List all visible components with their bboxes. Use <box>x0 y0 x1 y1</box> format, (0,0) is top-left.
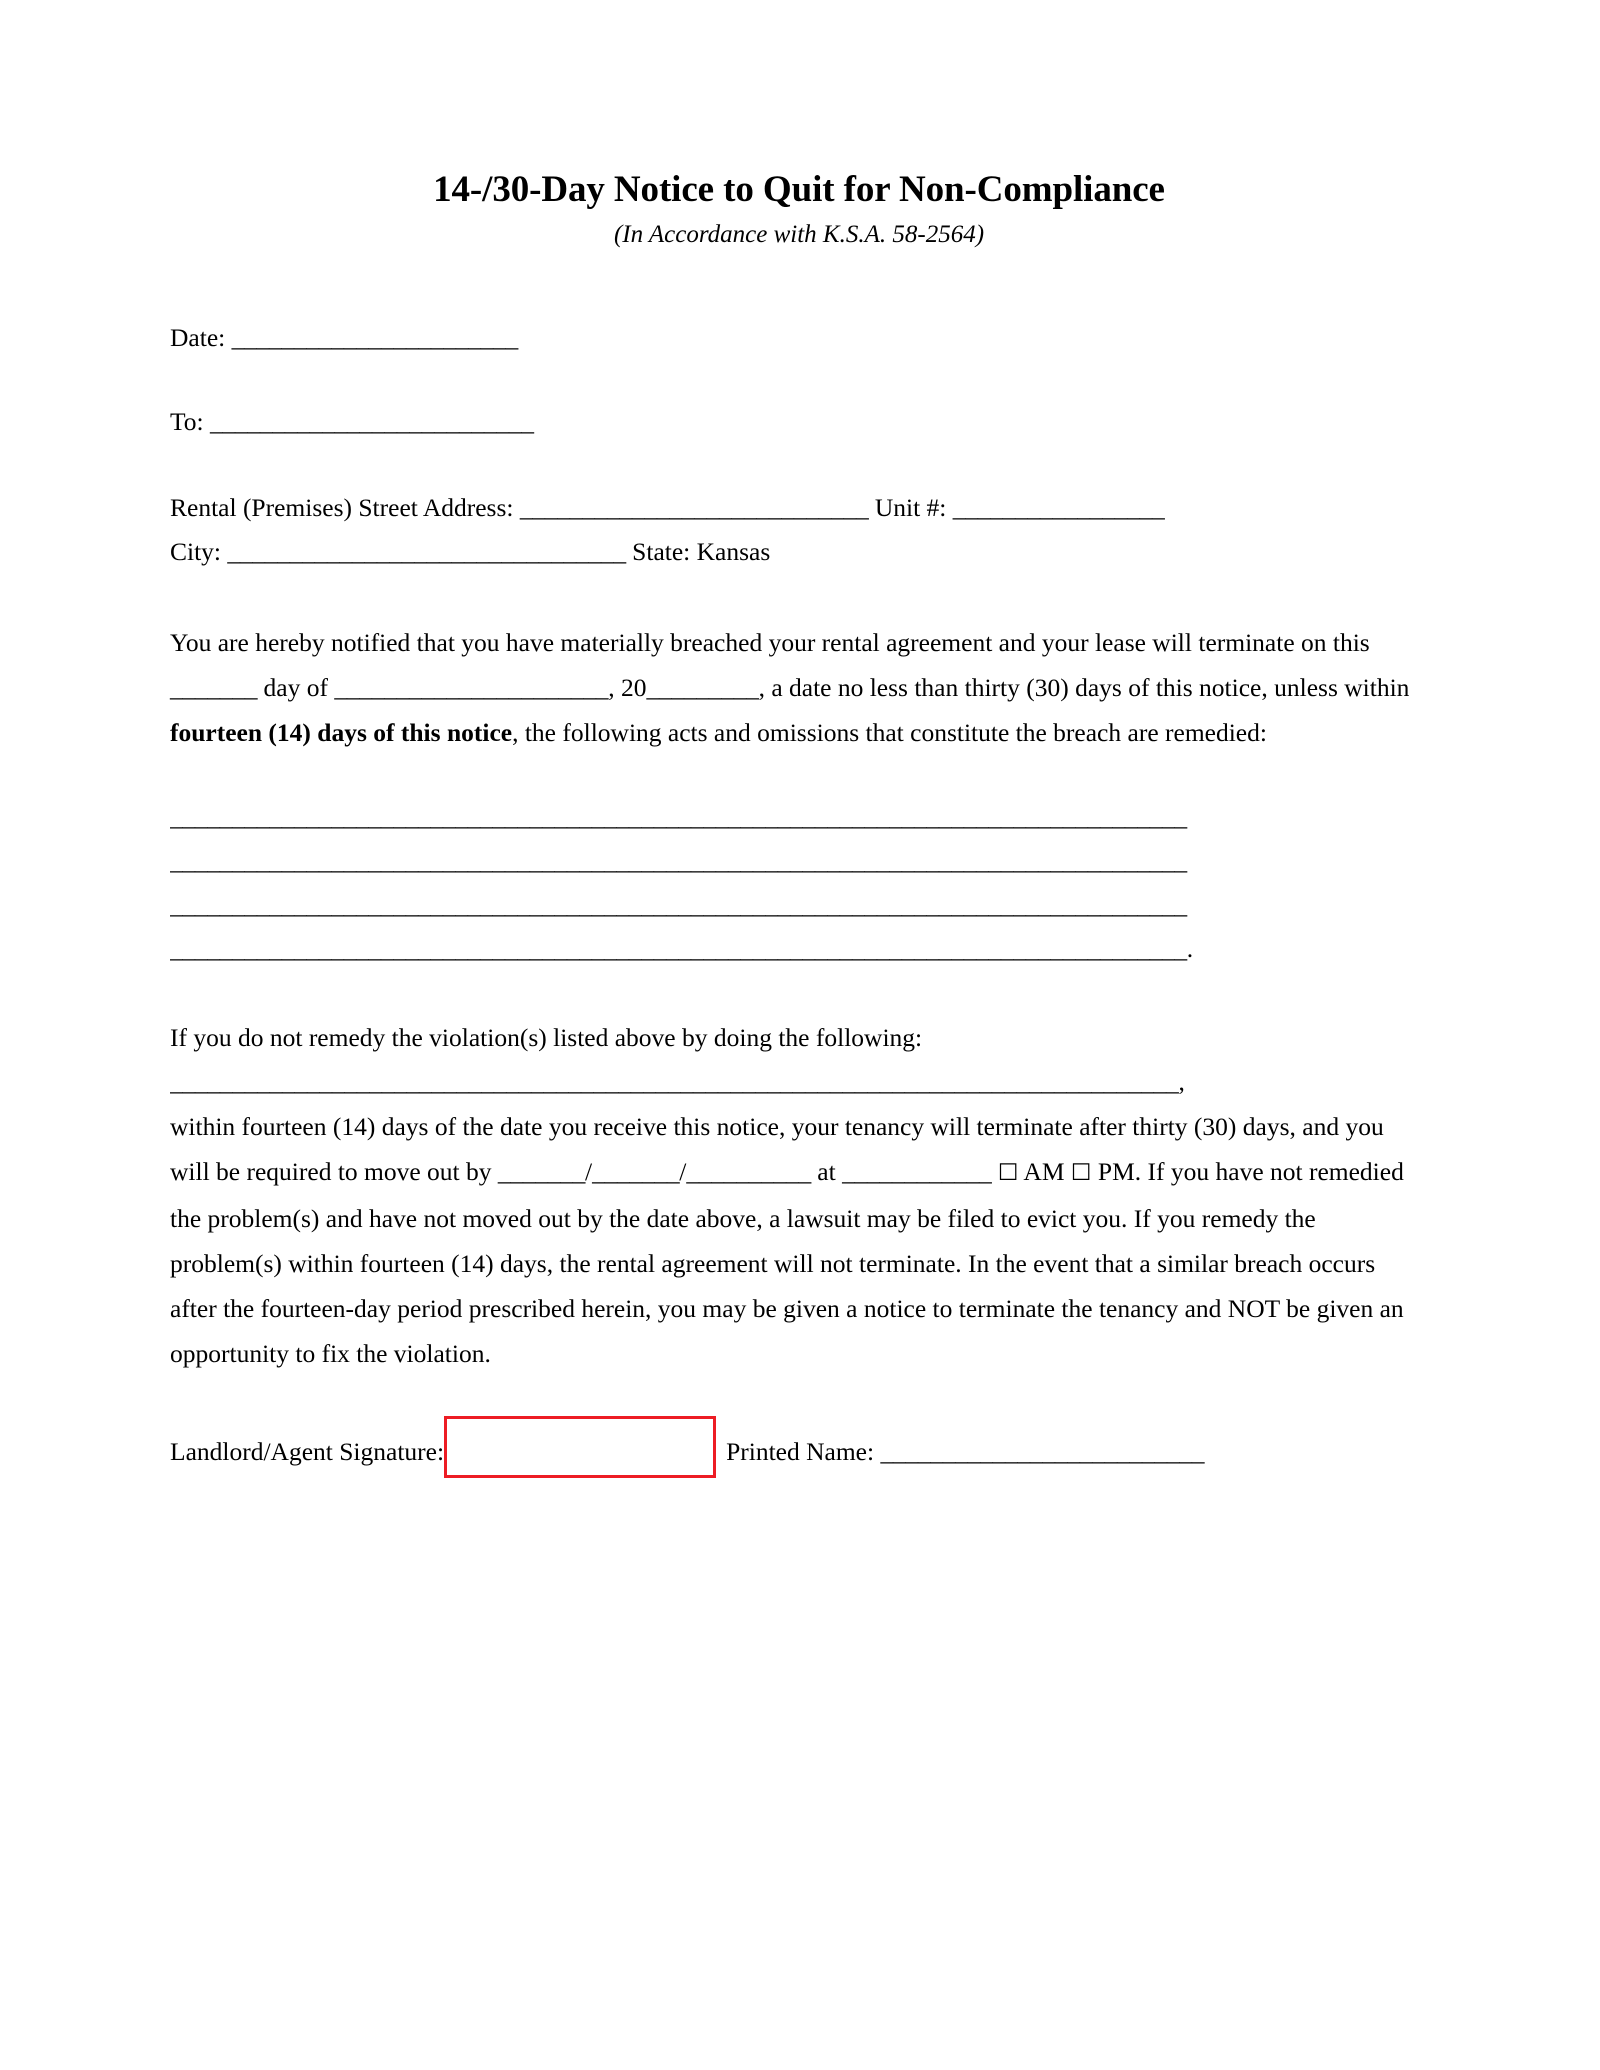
moveout-time-input[interactable]: ____________ <box>842 1156 992 1186</box>
signature-row <box>170 1416 1428 1472</box>
breach-line-3[interactable]: __________________________________________________________________________________ <box>170 889 1187 919</box>
moveout-slash-2: / <box>679 1156 687 1186</box>
moveout-day-input[interactable]: _______ <box>592 1156 680 1186</box>
recipient-input[interactable]: __________________________ <box>210 406 534 436</box>
spacer-date-to <box>170 360 1428 400</box>
date-row <box>170 316 1428 360</box>
spacer-before-remedy <box>170 971 1428 1015</box>
breach-line-2[interactable]: __________________________________________________________________________________ <box>170 845 1187 875</box>
printed-name-input[interactable]: __________________________ <box>880 1436 1205 1466</box>
to-row <box>170 400 1428 444</box>
notice-text-part5: , the following acts and omissions that constitute the breach are remedied: <box>512 717 1267 747</box>
moveout-at-label: at <box>810 1156 843 1186</box>
spacer-before-signature <box>170 1376 1428 1416</box>
moveout-month-input[interactable]: _______ <box>497 1156 586 1186</box>
checkbox-pm-icon[interactable]: ☐ <box>1070 1159 1092 1186</box>
notice-text-part3: , 20 <box>608 672 647 702</box>
document-subtitle: (In Accordance with K.S.A. 58-2564) <box>613 220 985 248</box>
to-label: To: <box>170 406 211 436</box>
unit-label: Unit #: <box>868 492 953 522</box>
city-label: City: <box>170 536 228 566</box>
month-input[interactable]: ______________________ <box>334 672 609 702</box>
moveout-year-input[interactable]: __________ <box>686 1156 811 1186</box>
remedy-input[interactable]: _________________________________________________________________________________ <box>170 1066 1179 1096</box>
fourteen-day-emphasis: fourteen (14) days of this notice <box>170 717 513 747</box>
breach-line-4[interactable]: __________________________________________________________________________________. <box>170 933 1193 963</box>
breach-line-1[interactable]: __________________________________________________________________________________ <box>170 801 1187 831</box>
document-content <box>170 0 1428 1472</box>
date-input[interactable]: _______________________ <box>231 322 518 352</box>
terminate-text-part2: If you have not remedied the problem(s) and have not moved out by the date above, a lawsuit may be filed to evict you. If you remedy the problem(s) within fourteen (14) days, the rental agreement will not terminate. In the event that a similar breach occurs after the fourteen-day period prescribed herein, you may be given a notice to terminate the tenancy and NOT be given an opportunity to fix the violation. <box>170 1156 1404 1368</box>
title-block <box>170 0 1428 250</box>
street-address-label: Rental (Premises) Street Address: <box>170 492 520 522</box>
spacer-before-rules <box>170 755 1428 795</box>
remedy-intro: If you do not remedy the violation(s) listed above by doing the following: <box>170 1022 923 1052</box>
checkbox-am-label: AM <box>1018 1156 1071 1186</box>
terminate-paragraph <box>170 1104 1428 1376</box>
date-label: Date: <box>170 322 232 352</box>
breach-description-lines <box>170 795 1428 971</box>
city-input[interactable]: ________________________________ <box>227 536 626 566</box>
notice-text-part4: , a date no less than thirty (30) days of this notice, unless within <box>758 672 1410 702</box>
page-title: 14-/30-Day Notice to Quit for Non-Compliance <box>433 169 1165 210</box>
remedy-line[interactable] <box>170 1060 1428 1104</box>
spacer-before-body <box>170 574 1428 620</box>
checkbox-pm-label: PM. <box>1091 1156 1148 1186</box>
state-label: State: Kansas <box>625 536 771 566</box>
spacer-after-title <box>170 250 1428 316</box>
signature-field[interactable] <box>444 1416 716 1478</box>
remedy-blank-row <box>170 1060 1428 1104</box>
notice-text-part2: day of <box>257 672 335 702</box>
remedy-comma: , <box>1178 1066 1185 1096</box>
spacer-to-address <box>170 444 1428 486</box>
unit-input[interactable]: _________________ <box>952 492 1165 522</box>
terminate-text-part1: within fourteen (14) days of the date you receive this notice, your tenancy will terminate after thirty (30) days, and you will be required to move out by <box>170 1111 1384 1186</box>
landlord-signature-label: Landlord/Agent Signature: <box>170 1436 445 1466</box>
year-input[interactable]: _________ <box>646 672 759 702</box>
street-address-input[interactable]: ____________________________ <box>519 492 869 522</box>
checkbox-am-icon[interactable]: ☐ <box>997 1159 1019 1186</box>
notice-text-part1: You are hereby notified that you have materially breached your rental agreement and your lease will terminate on this <box>170 627 1370 657</box>
notice-paragraph <box>170 620 1428 755</box>
moveout-slash-1: / <box>585 1156 593 1186</box>
city-state-row <box>170 530 1428 574</box>
printed-name-label: Printed Name: <box>726 1436 881 1466</box>
day-input[interactable]: _______ <box>170 672 258 702</box>
street-address-row <box>170 486 1428 530</box>
